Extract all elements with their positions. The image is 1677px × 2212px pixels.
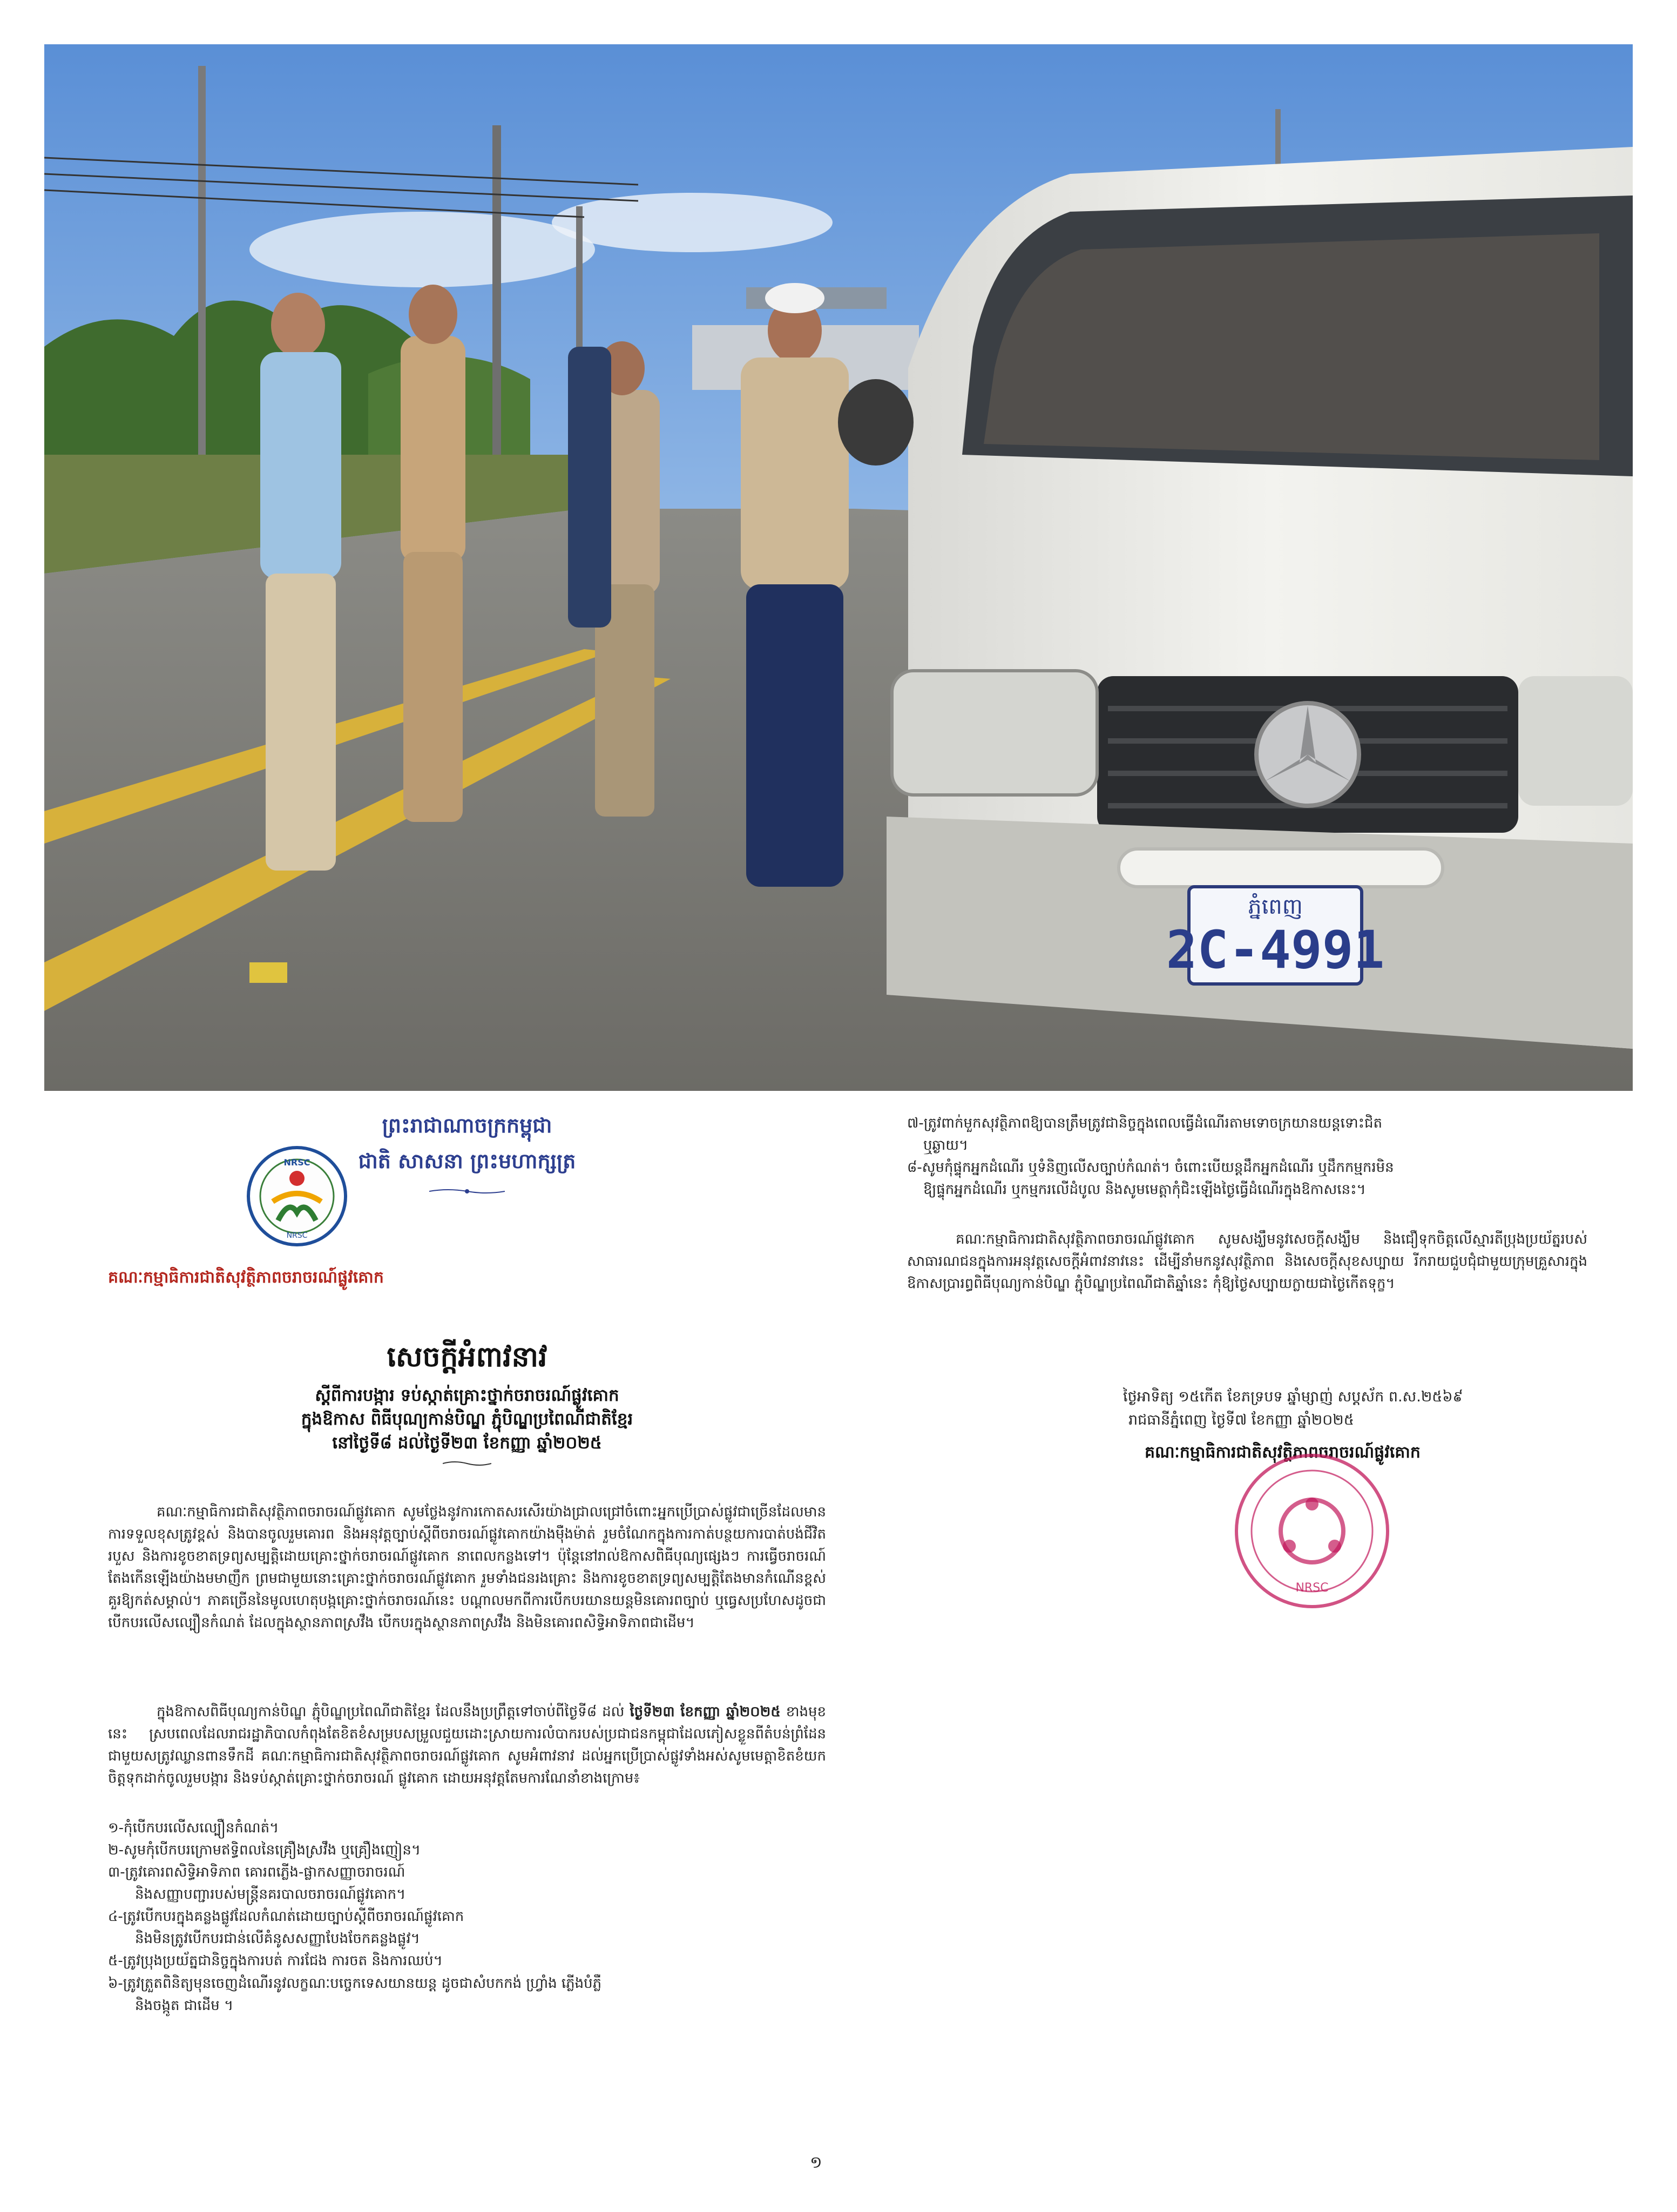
- logo-text-top: NRSC: [283, 1157, 310, 1168]
- paragraph-2-rest: ខាងមុខនេះ ស្របពេលដែលរាជរដ្ឋាភិបាលកំពុងតែខិតខំសម្របសម្រួលជួយដោះស្រាយការលំបាករបស់ប្រជាជនកម្ពុជាដែលភៀសខ្លួនពីតំបន់ព្រំដែនជាមួយសត្រូវឈ្លានពានទឹកដី គណៈកម្មាធិការជាតិសុវត្ថិភាពចរាចរណ៍ផ្លូវគោក សូមអំពាវនាវ ដល់អ្នកប្រើប្រាស់ផ្លូវទាំងអស់សូមមេត្តាខិតខំយកចិត្តទុកដាក់ចូលរួមបង្ការ និងទប់ស្កាត់គ្រោះថ្នាក់ចរាចរណ៍ ផ្លូវគោក ដោយអនុវត្តតែមការណែនាំខាងក្រោម៖: [108, 1704, 827, 1787]
- paragraph-1: គណៈកម្មាធិការជាតិសុវត្ថិភាពចរាចរណ៍ផ្លូវគោក សូមថ្លែងនូវការកោតសរសើរយ៉ាងជ្រាលជ្រៅចំពោះអ្នកប្រើប្រាស់ផ្លូវជាច្រើនដែលមានការទទួលខុសត្រូវខ្ពស់ និងបានចូលរួមគោរព និងអនុវត្តច្បាប់ស្តីពីចរាចរណ៍ផ្លូវគោកយ៉ាងម៉ឺងម៉ាត់ រួមចំណែកក្នុងការកាត់បន្ថយការបាត់បង់ជីវិត របួស និងការខូចខាតទ្រព្យសម្បត្តិដោយគ្រោះថ្នាក់ចរាចរណ៍ផ្លូវគោក នាពេលកន្លងទៅ។ ប៉ុន្តែនៅរាល់ឱកាសពិធីបុណ្យផ្សេងៗ ការធ្វើចរាចរណ៍តែងកើនឡើងយ៉ាងមមាញឹក ព្រមជាមួយនោះគ្រោះថ្នាក់ចរាចរណ៍ផ្លូវគោក រួមទាំងជនរងគ្រោះ និងការខូចខាតទ្រព្យសម្បត្តិតែងមានកំណើនខ្ពស់ គួរឱ្យកត់សម្គាល់។ ភាគច្រើននៃមូលហេតុបង្កគ្រោះថ្នាក់ចរាចរណ៍នេះ បណ្តាលមកពីការបើកបរយានយន្តមិនគោរពច្បាប់ ឬធ្វេសប្រហែសដូចជា បើកបរលើសល្បឿនកំណត់ ដែលក្នុងស្ថានភាពស្រវឹង បើកបរក្នុងស្ថានភាពស្រវឹង និងមិនគោរពសិទ្ធិអាទិភាពជាដើម។: [108, 1504, 826, 1631]
- plate-top-text: ភ្នំពេញ: [1248, 894, 1303, 919]
- kingdom-title: ព្រះរាជាណាចក្រកម្ពុជា: [382, 1113, 552, 1137]
- paragraph-2-start: ក្នុងឱកាសពិធីបុណ្យកាន់បិណ្ឌ ភ្ជុំបិណ្ឌប្រពៃណីជាតិខ្មែរ ដែលនឹងប្រព្រឹត្តទៅចាប់ពីថ្ងៃទី៨ ដល់: [157, 1704, 625, 1720]
- list-item: ៧-ត្រូវពាក់មួកសុវត្ថិភាពឱ្យបានត្រឹមត្រូវជានិច្ចក្នុងពេលធ្វើដំណើរតាមទោចក្រយានយន្តទោះជិត: [907, 1115, 1383, 1131]
- seal-text: NRSC: [1295, 1581, 1329, 1595]
- paragraph-2: [108, 1701, 826, 1790]
- paragraph-2-date: ថ្ងៃទី២៣ ខែកញ្ញា ឆ្នាំ២០២៥: [630, 1704, 781, 1720]
- logo-text-bottom: NRSC: [286, 1231, 308, 1240]
- nrsc-logo: [246, 1145, 348, 1247]
- title-ornament: [443, 1459, 491, 1468]
- list-item: ១-កុំបើកបរលើសល្បឿនកំណត់។: [108, 1820, 279, 1836]
- kingdom-header: [108, 1112, 826, 1199]
- list-item: ឱ្យផ្ទុកអ្នកដំណើរ ឬកម្មករលើដំបូល និងសូមមេត្តាកុំជិះឡើងថ្ងៃធ្វើដំណើរក្នុងឱកាសនេះ។: [923, 1182, 1366, 1198]
- list-item: និងមិនត្រូវបើកបរជាន់លើគំនូសសញ្ញាបែងចែកគន្លងផ្លូវ។: [135, 1931, 420, 1947]
- list-item: ៥-ត្រូវប្រុងប្រយ័ត្នជានិច្ចក្នុងការបត់ ការជែង ការចត និងការឈប់។: [108, 1953, 443, 1970]
- document-title: សេចក្តីអំពាវនាវ: [387, 1340, 547, 1373]
- list-item: ៣-ត្រូវគោរពសិទ្ធិអាទិភាព គោរពភ្លើង-ផ្លាកសញ្ញាចរាចរណ៍: [108, 1864, 405, 1881]
- title-subject-2: ក្នុងឱកាស ពិធីបុណ្យកាន់បិណ្ឌ ភ្ជុំបិណ្ឌប្រពៃណីជាតិខ្មែរ: [301, 1409, 633, 1429]
- list-item: ៤-ត្រូវបើកបរក្នុងគន្លងផ្លូវដែលកំណត់ដោយច្បាប់ស្តីពីចរាចរណ៍ផ្លូវគោក: [108, 1908, 464, 1925]
- kingdom-motto: ជាតិ សាសនា ព្រះមហាក្សត្រ: [358, 1149, 576, 1173]
- committee-name: គណៈកម្មាធិការជាតិសុវត្ថិភាពចរាចរណ៍ផ្លូវគោក: [108, 1268, 384, 1287]
- page-number: ១: [810, 2153, 822, 2172]
- title-subject-3: នៅថ្ងៃទី៨ ដល់ថ្ងៃទី២៣ ខែកញ្ញា ឆ្នាំ២០២៥: [332, 1433, 602, 1453]
- date-block: [1123, 1385, 1587, 1432]
- signatory: គណៈកម្មាធិការជាតិសុវត្ថិភាពចរាចរណ៍ផ្លូវគោក: [1145, 1443, 1421, 1462]
- guidelines-list: [108, 1817, 826, 2017]
- hero-photo: [44, 44, 1633, 1091]
- list-item: ២-សូមកុំបើកបរក្រោមឥទ្ធិពលនៃគ្រឿងស្រវឹង ឬគ្រឿងញៀន។: [108, 1842, 421, 1859]
- list-item: និងសញ្ញាបញ្ជារបស់មន្ត្រីនគរបាលចរាចរណ៍ផ្លូវគោក។: [135, 1886, 406, 1903]
- lunar-date: ថ្ងៃអាទិត្យ ១៥កើត ខែភទ្របទ ឆ្នាំម្សាញ់ សប្តស័ក ព.ស.២៥៦៩: [1123, 1388, 1463, 1405]
- closing-paragraph: គណៈកម្មាធិការជាតិសុវត្ថិភាពចរាចរណ៍ផ្លូវគោក សូមសង្ឃឹមនូវសេចក្តីសង្ឃឹម និងជឿទុកចិត្តលើស្មារតីប្រុងប្រយ័ត្នរបស់សាធារណជនក្នុងការអនុវត្តសេចក្តីអំពាវនាវនេះ ដើម្បីនាំមកនូវសុវត្ថិភាព និងសេចក្តីសុខសប្បាយ រីករាយជួបជុំជាមួយក្រុមគ្រួសារក្នុងឱកាសប្រារព្ធពិធីបុណ្យកាន់បិណ្ឌ ភ្ជុំបិណ្ឌប្រពៃណីជាតិឆ្នាំនេះ កុំឱ្យថ្ងៃសប្បាយក្លាយជាថ្ងៃកើតទុក្ខ។: [907, 1231, 1587, 1292]
- title-block: [108, 1339, 826, 1470]
- ornament-divider: [429, 1186, 505, 1197]
- title-subject-1: ស្តីពីការបង្ការ ទប់ស្កាត់គ្រោះថ្នាក់ចរាចរណ៍ផ្លូវគោក: [315, 1386, 619, 1405]
- list-item: និងចង្កូត ជាដើម ។: [135, 1997, 234, 2014]
- solar-date: រាជធានីភ្នំពេញ ថ្ងៃទី៧ ខែកញ្ញា ឆ្នាំ២០២៥: [1128, 1412, 1354, 1429]
- list-item: ៦-ត្រូវត្រួតពិនិត្យមុនចេញដំណើរនូវលក្ខណៈបច្ចេកទេសយានយន្ត ដូចជាសំបកកង់ ហ្វ្រាំង ភ្លើងបំភ្លឺ: [108, 1975, 602, 1992]
- photo-illustration: [44, 44, 1633, 1091]
- list-item: ឬឆ្ងាយ។: [923, 1137, 969, 1154]
- guidelines-list-continued: [907, 1112, 1587, 1201]
- list-item: ៨-សូមកុំផ្ទុកអ្នកដំណើរ ឬទំនិញលើសច្បាប់កំណត់។ ចំពោះបើយន្តដឹកអ្នកដំណើរ ឬដឹកកម្មករមិន: [907, 1159, 1394, 1176]
- plate-number-text: 2C-4991: [1166, 920, 1385, 980]
- official-seal: [1231, 1450, 1393, 1612]
